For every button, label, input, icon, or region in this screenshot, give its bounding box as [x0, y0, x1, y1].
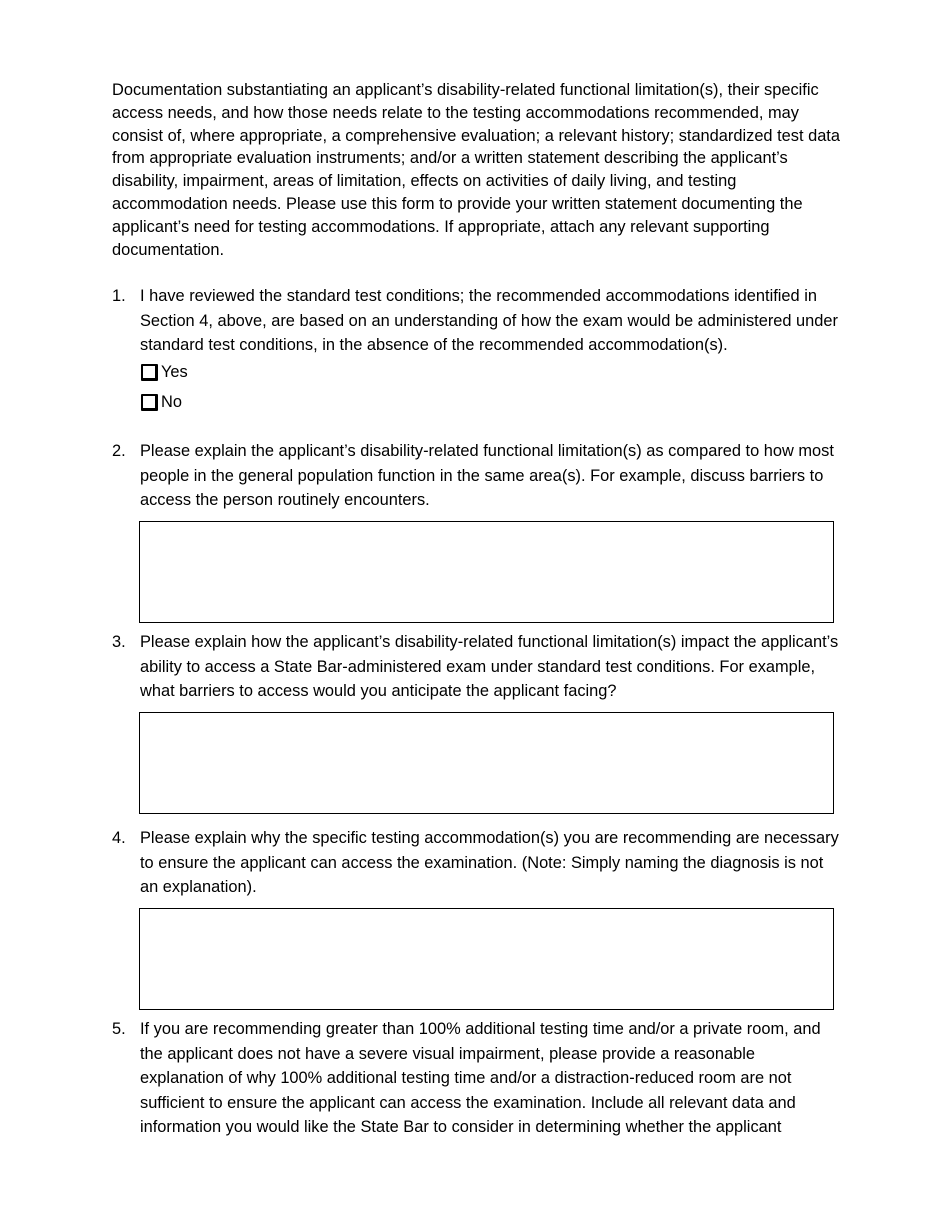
question-text: Please explain why the specific testing accommodation(s) you are recommending are necessary to ensure the applicant can access the examination. (Note: Simply naming the diagnosis is not an explanation). [140, 829, 839, 896]
checkbox-yes[interactable] [141, 364, 158, 381]
question-text: Please explain the applicant’s disability-related functional limitation(s) as compared to how most people in the general population function in the same area(s). For example, discuss barriers to access the person routinely encounters. [140, 442, 834, 509]
option-no-label: No [161, 393, 182, 411]
question-text: If you are recommending greater than 100% additional testing time and/or a private room, and the applicant does not have a severe visual impairment, please provide a reasonable explanation of why 100% additional testing time and/or a distraction-reduced room are not sufficient to ensure the applicant can access the examination. Include all relevant data and information you would like the State Bar to consider in determining whether the applicant [140, 1020, 821, 1136]
question-5 [112, 1017, 840, 1140]
question-2 [112, 439, 840, 513]
option-no[interactable] [141, 388, 840, 418]
option-yes[interactable] [141, 358, 840, 388]
question-number: 3. [112, 633, 126, 651]
checkbox-no[interactable] [141, 394, 158, 411]
question-number: 1. [112, 287, 126, 305]
question-text: Please explain how the applicant’s disability-related functional limitation(s) impact the applicant’s ability to access a State Bar-administered exam under standard test conditions. For example, what barriers to access would you anticipate the applicant facing? [140, 633, 839, 700]
question-number: 2. [112, 442, 126, 460]
question-text: I have reviewed the standard test conditions; the recommended accommodations identified in Section 4, above, are based on an understanding of how the exam would be administered under standard test conditions, in the absence of the recommended accommodation(s). [140, 287, 838, 354]
question-number: 5. [112, 1020, 126, 1038]
question-1 [112, 284, 840, 418]
intro-paragraph: Documentation substantiating an applicant’s disability-related functional limitation(s), their specific access needs, and how those needs relate to the testing accommodations recommended, may consist of, where appropriate, a comprehensive evaluation; a relevant history; standardized test data from appropriate evaluation instruments; and/or a written statement describing the applicant’s disability, impairment, areas of limitation, effects on activities of daily living, and testing accommodation needs. Please use this form to provide your written statement documenting the applicant’s need for testing accommodations. If appropriate, attach any relevant supporting documentation. [112, 81, 840, 259]
question-4 [112, 826, 840, 900]
answer-box-2[interactable] [139, 521, 834, 623]
option-yes-label: Yes [161, 363, 188, 381]
answer-box-4[interactable] [139, 908, 834, 1010]
question-3 [112, 630, 840, 704]
question-number: 4. [112, 829, 126, 847]
answer-box-3[interactable] [139, 712, 834, 814]
